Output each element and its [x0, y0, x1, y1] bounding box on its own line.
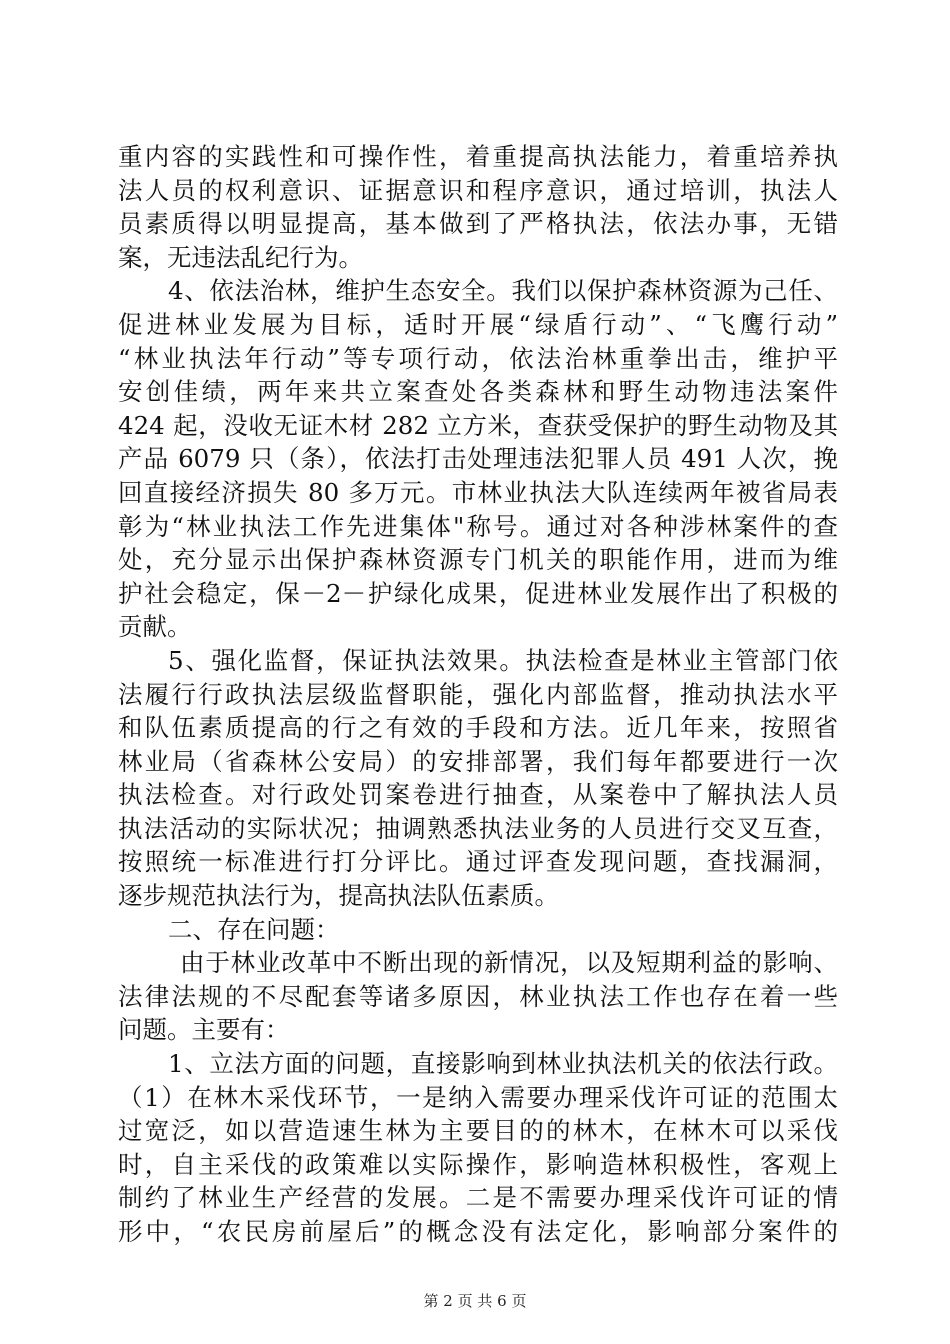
text-line: 执法检查。对行政处罚案卷进行抽查，从案卷中了解执法人员	[118, 780, 838, 810]
text-line: 形中，“农民房前屋后”的概念没有法定化，影响部分案件的	[118, 1217, 838, 1246]
text-line: 回直接经济损失 80 多万元。市林业执法大队连续两年被省局表	[118, 477, 838, 507]
text-line: 时，自主采伐的政策难以实际操作，影响造林积极性，客观上	[118, 1149, 838, 1179]
text-line: 制约了林业生产经营的发展。二是不需要办理采伐许可证的情	[118, 1183, 838, 1213]
text-line: “林业执法年行动”等专项行动，依法治林重拳出击，维护平	[118, 343, 838, 373]
text-line: 执法活动的实际状况；抽调熟悉执法业务的人员进行交叉互查，	[118, 813, 838, 843]
page-footer: 第 2 页 共 6 页	[423, 1292, 527, 1310]
text-line: 产品 6079 只（条），依法打击处理违法犯罪人员 491 人次，挽	[118, 444, 838, 474]
text-line: 法律法规的不尽配套等诸多原因，林业执法工作也存在着一些	[118, 981, 838, 1011]
text-line: 贡献。	[118, 612, 192, 642]
text-line: 彰为“林业执法工作先进集体"称号。通过对各种涉林案件的查	[118, 511, 838, 541]
text-line: 案，无违法乱纪行为。	[118, 242, 363, 272]
text-line: 由于林业改革中不断出现的新情况，以及短期利益的影响、	[180, 948, 838, 978]
text-line: 和队伍素质提高的行之有效的手段和方法。近几年来，按照省	[118, 713, 838, 743]
text-line: 问题。主要有：	[118, 1015, 290, 1045]
text-line: 4、依法治林，维护生态安全。我们以保护森林资源为己任、	[168, 276, 838, 306]
text-line: 员素质得以明显提高，基本做到了严格执法，依法办事，无错	[118, 209, 838, 239]
text-line: 424 起，没收无证木材 282 立方米，查获受保护的野生动物及其	[118, 410, 838, 440]
text-line: 过宽泛，如以营造速生林为主要目的的林木，在林木可以采伐	[118, 1116, 838, 1146]
text-line: 处，充分显示出保护森林资源专门机关的职能作用，进而为维	[118, 545, 838, 575]
document-body	[118, 140, 838, 1249]
text-line: 林业局（省森林公安局）的安排部署，我们每年都要进行一次	[118, 746, 838, 776]
text-line: 法人员的权利意识、证据意识和程序意识，通过培训，执法人	[118, 175, 838, 205]
text-line: 促进林业发展为目标，适时开展“绿盾行动”、“飞鹰行动”	[118, 309, 838, 339]
text-line: 按照统一标准进行打分评比。通过评查发现问题，查找漏洞，	[118, 847, 838, 877]
text-line: 护社会稳定，保－2－护绿化成果，促进林业发展作出了积极的	[118, 578, 838, 608]
section-heading: 二、存在问题：	[168, 914, 340, 944]
text-line: 5、强化监督，保证执法效果。执法检查是林业主管部门依	[168, 645, 838, 675]
text-line: （1）在林木采伐环节，一是纳入需要办理采伐许可证的范围太	[118, 1082, 838, 1112]
text-line: 法履行行政执法层级监督职能，强化内部监督，推动执法水平	[118, 679, 838, 709]
text-line: 重内容的实践性和可操作性，着重提高执法能力，着重培养执	[118, 142, 838, 171]
text-line: 逐步规范执法行为，提高执法队伍素质。	[118, 881, 559, 911]
text-line: 1、立法方面的问题，直接影响到林业执法机关的依法行政。	[168, 1049, 838, 1079]
text-line: 安创佳绩，两年来共立案查处各类森林和野生动物违法案件	[118, 377, 838, 407]
